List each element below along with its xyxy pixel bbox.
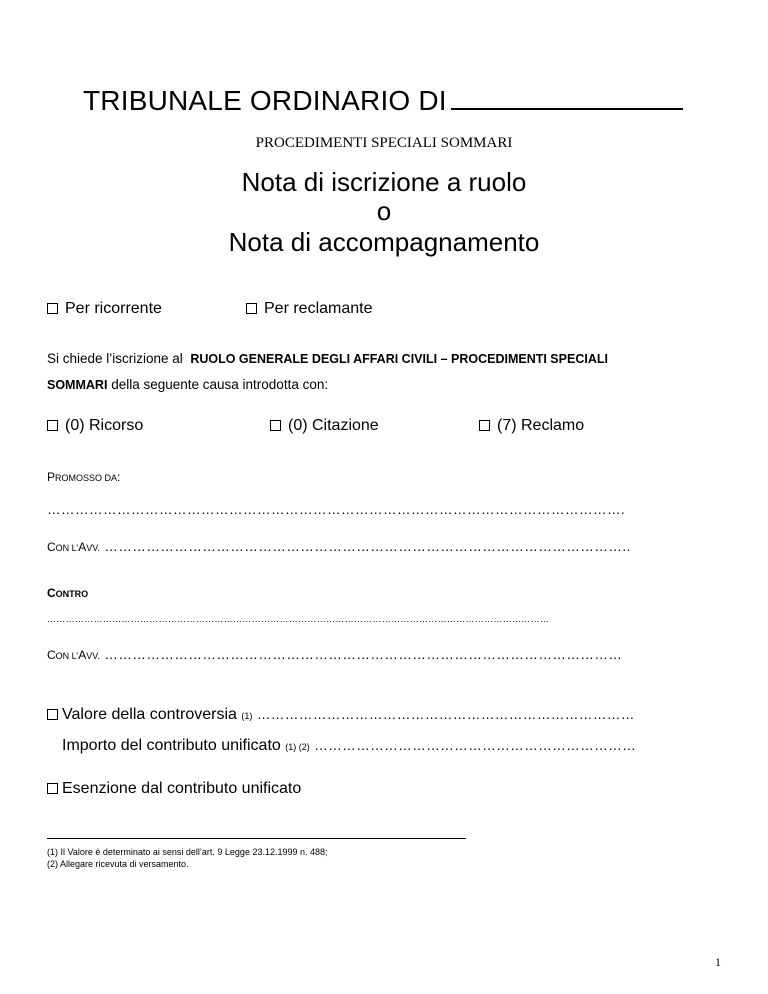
title-blank-line[interactable] — [451, 84, 683, 110]
importo-row[interactable]: Importo del contributo unificato (1) (2) …………………………………………………………… — [62, 737, 637, 754]
page-number: 1 — [715, 955, 721, 969]
footnote-1: (1) Il Valore è determinato ai sensi dell’art. 9 Legge 23.12.1999 n. 488; — [47, 847, 328, 857]
option-per-ricorrente[interactable]: Per ricorrente — [47, 300, 162, 318]
promosso-avv-field[interactable]: CON L’AVV. ………………………………………………………………………………………………….. — [47, 539, 631, 554]
document-subtitle: PROCEDIMENTI SPECIALI SOMMARI — [255, 135, 513, 151]
heading-line-1: Nota di iscrizione a ruolo — [241, 167, 527, 197]
footnote-2: (2) Allegare ricevuta di versamento. — [47, 859, 189, 869]
promosso-da-label: PROMOSSO DA: — [47, 470, 121, 484]
contro-label: CONTRO — [47, 586, 89, 600]
checkbox-icon[interactable] — [47, 420, 58, 431]
checkbox-icon[interactable] — [47, 709, 58, 720]
document-title: TRIBUNALE ORDINARIO DI — [83, 84, 683, 117]
checkbox-icon[interactable] — [270, 420, 281, 431]
checkbox-icon[interactable] — [246, 303, 257, 314]
option-ricorso[interactable]: (0) Ricorso — [47, 417, 143, 435]
request-line-2: SOMMARI della seguente causa introdotta con: — [47, 377, 329, 392]
contro-avv-field[interactable]: CON L’AVV. ………………………………………………………………………………………………… — [47, 647, 623, 662]
option-esenzione[interactable]: Esenzione dal contributo unificato — [47, 780, 301, 798]
promosso-da-field[interactable]: ……………………………………………………………………………………………………………. — [47, 502, 626, 517]
checkbox-icon[interactable] — [47, 303, 58, 314]
option-citazione[interactable]: (0) Citazione — [270, 417, 379, 435]
heading-line-2: o — [376, 196, 392, 226]
valore-row[interactable]: Valore della controversia (1) ……………………………………………………………………… — [47, 706, 635, 724]
contro-field[interactable]: ……………………………………………………………………………………………………………………………………………… — [47, 614, 550, 624]
footnote-separator — [47, 838, 466, 839]
request-line-1: Si chiede l’iscrizione al RUOLO GENERALE DEGLI AFFARI CIVILI – PROCEDIMENTI SPECIALI — [47, 351, 608, 366]
checkbox-icon[interactable] — [479, 420, 490, 431]
heading-line-3: Nota di accompagnamento — [228, 227, 540, 257]
checkbox-icon[interactable] — [47, 783, 58, 794]
option-per-reclamante[interactable]: Per reclamante — [246, 300, 373, 318]
option-reclamo[interactable]: (7) Reclamo — [479, 417, 584, 435]
